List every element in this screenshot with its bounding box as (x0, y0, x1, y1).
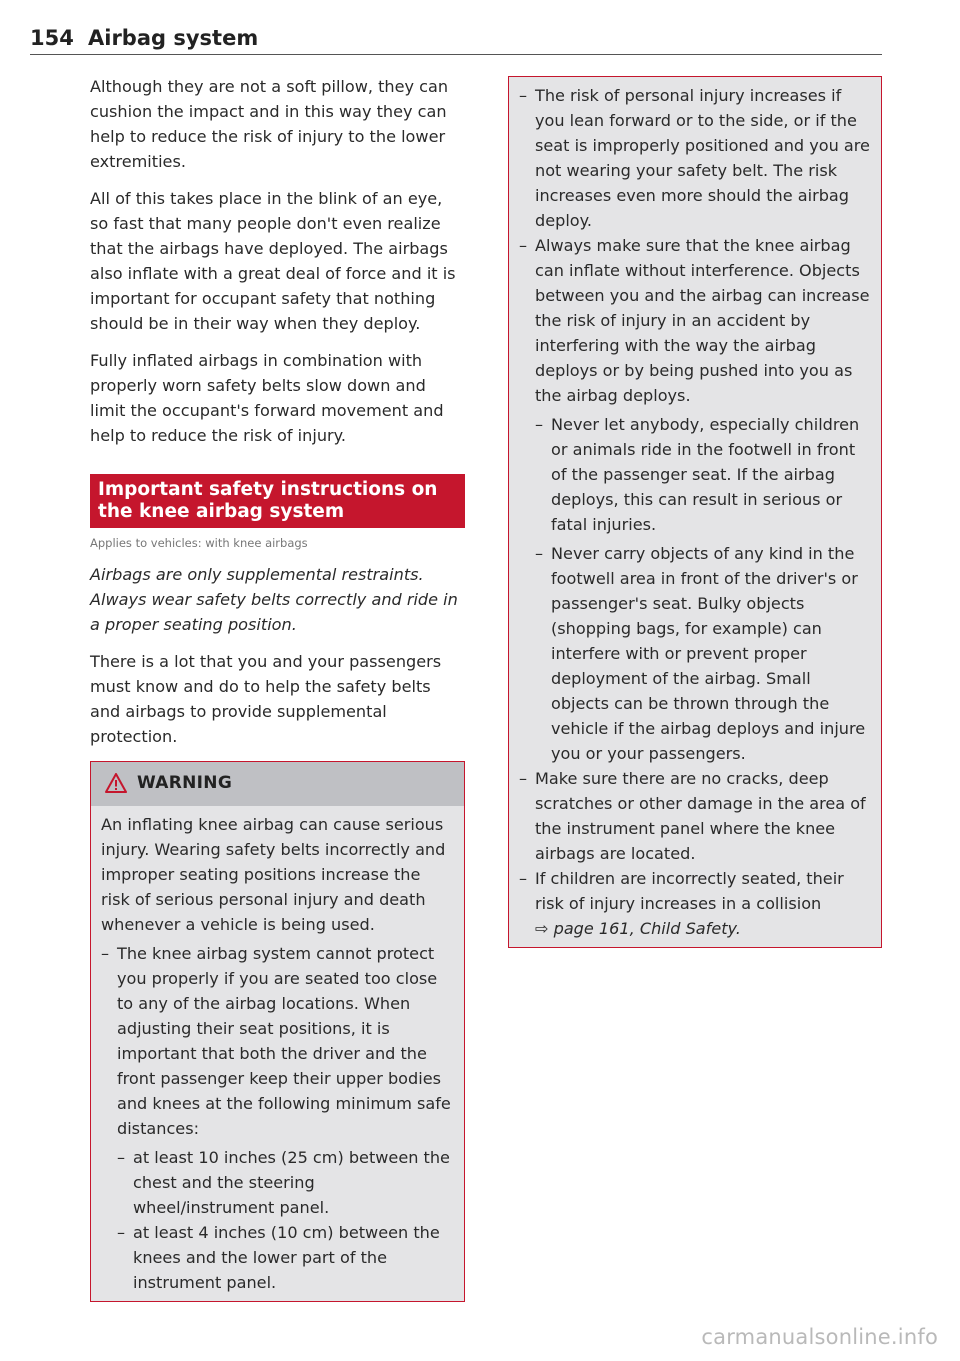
intro-paragraph-1: Although they are not a soft pillow, they can cushion the impact and in this way they can help to reduce the risk of injury to the lower extremities. (90, 77, 449, 171)
warning-bullet-last (519, 866, 871, 941)
section-heading: Important safety instructions on the knee airbag system (90, 474, 465, 528)
left-column (90, 74, 465, 1302)
warning-title: WARNING (137, 773, 233, 793)
warning-box (90, 761, 465, 1302)
right-column (508, 76, 882, 948)
warning-bullet: – The risk of personal injury increases if you lean forward or to the side, or if the seat is improperly positioned and you are not wearing your safety belt. The risk increases even more should the airbag deploy. (519, 83, 871, 233)
warning-bullet: – The knee airbag system cannot protect you properly if you are seated too close to any of the airbag locations. When adjusting their seat positions, it is important that both the driver and the front passenger keep their upper bodies and knees at the following minimum safe distances: (101, 941, 454, 1141)
warning-bullet: – Make sure there are no cracks, deep scratches or other damage in the area of the instrument panel where the knee airbags are located. (519, 766, 871, 866)
body-paragraph: There is a lot that you and your passengers must know and do to help the safety belts and airbags to provide supplemental protection. (90, 652, 442, 746)
bullet-text: If children are incorrectly seated, their risk of injury increases in a collision (535, 869, 844, 913)
section-title: Airbag system (88, 26, 259, 50)
page-reference-link[interactable]: ⇨ page 161, Child Safety. (535, 919, 741, 938)
warning-sub-bullet: – at least 10 inches (25 cm) between the chest and the steering wheel/instrument panel. (117, 1145, 454, 1220)
warning-body (91, 806, 464, 1301)
warning-bullet: – Always make sure that the knee airbag can inflate without interference. Objects between you and the airbag can increase the risk of injury in an accident by interfering with the way the airbag deploys or by being pushed into you as the airbag deploys. (519, 233, 871, 408)
warning-sub-bullet: – Never carry objects of any kind in the footwell area in front of the driver's or passenger's seat. Bulky objects (shopping bags, for example) can interfere with or prevent proper deployment of the airbag. Small objects can be thrown through the vehicle if the airbag deploys and injure you or your passengers. (535, 541, 871, 766)
applies-to-note: Applies to vehicles: with knee airbags (90, 536, 308, 550)
warning-sub-bullet: – Never let anybody, especially children or animals ride in the footwell in front of the passenger seat. If the airbag deploys, this can result in serious or fatal injuries. (535, 412, 871, 537)
warning-continued-box (508, 76, 882, 948)
page-header (30, 20, 882, 55)
watermark: carmanualsonline.info (701, 1325, 938, 1349)
italic-lead: Airbags are only supplemental restraints. Always wear safety belts correctly and ride in a proper seating position. (90, 565, 458, 634)
warning-triangle-icon (105, 773, 127, 793)
warning-header (91, 762, 464, 806)
warning-sub-bullet: – at least 4 inches (10 cm) between the knees and the lower part of the instrument panel. (117, 1220, 454, 1295)
intro-paragraph-3: Fully inflated airbags in combination with properly worn safety belts slow down and limit the occupant's forward movement and help to reduce the risk of injury. (90, 351, 444, 445)
page-number: 154 (30, 26, 74, 50)
warning-intro: An inflating knee airbag can cause serious injury. Wearing safety belts incorrectly and improper seating positions increase the risk of serious personal injury and death whenever a vehicle is being used. (101, 815, 446, 934)
intro-paragraph-2: All of this takes place in the blink of an eye, so fast that many people don't even realize that the airbags have deployed. The airbags also inflate with a great deal of force and it is important for occupant safety that nothing should be in their way when they deploy. (90, 189, 456, 333)
